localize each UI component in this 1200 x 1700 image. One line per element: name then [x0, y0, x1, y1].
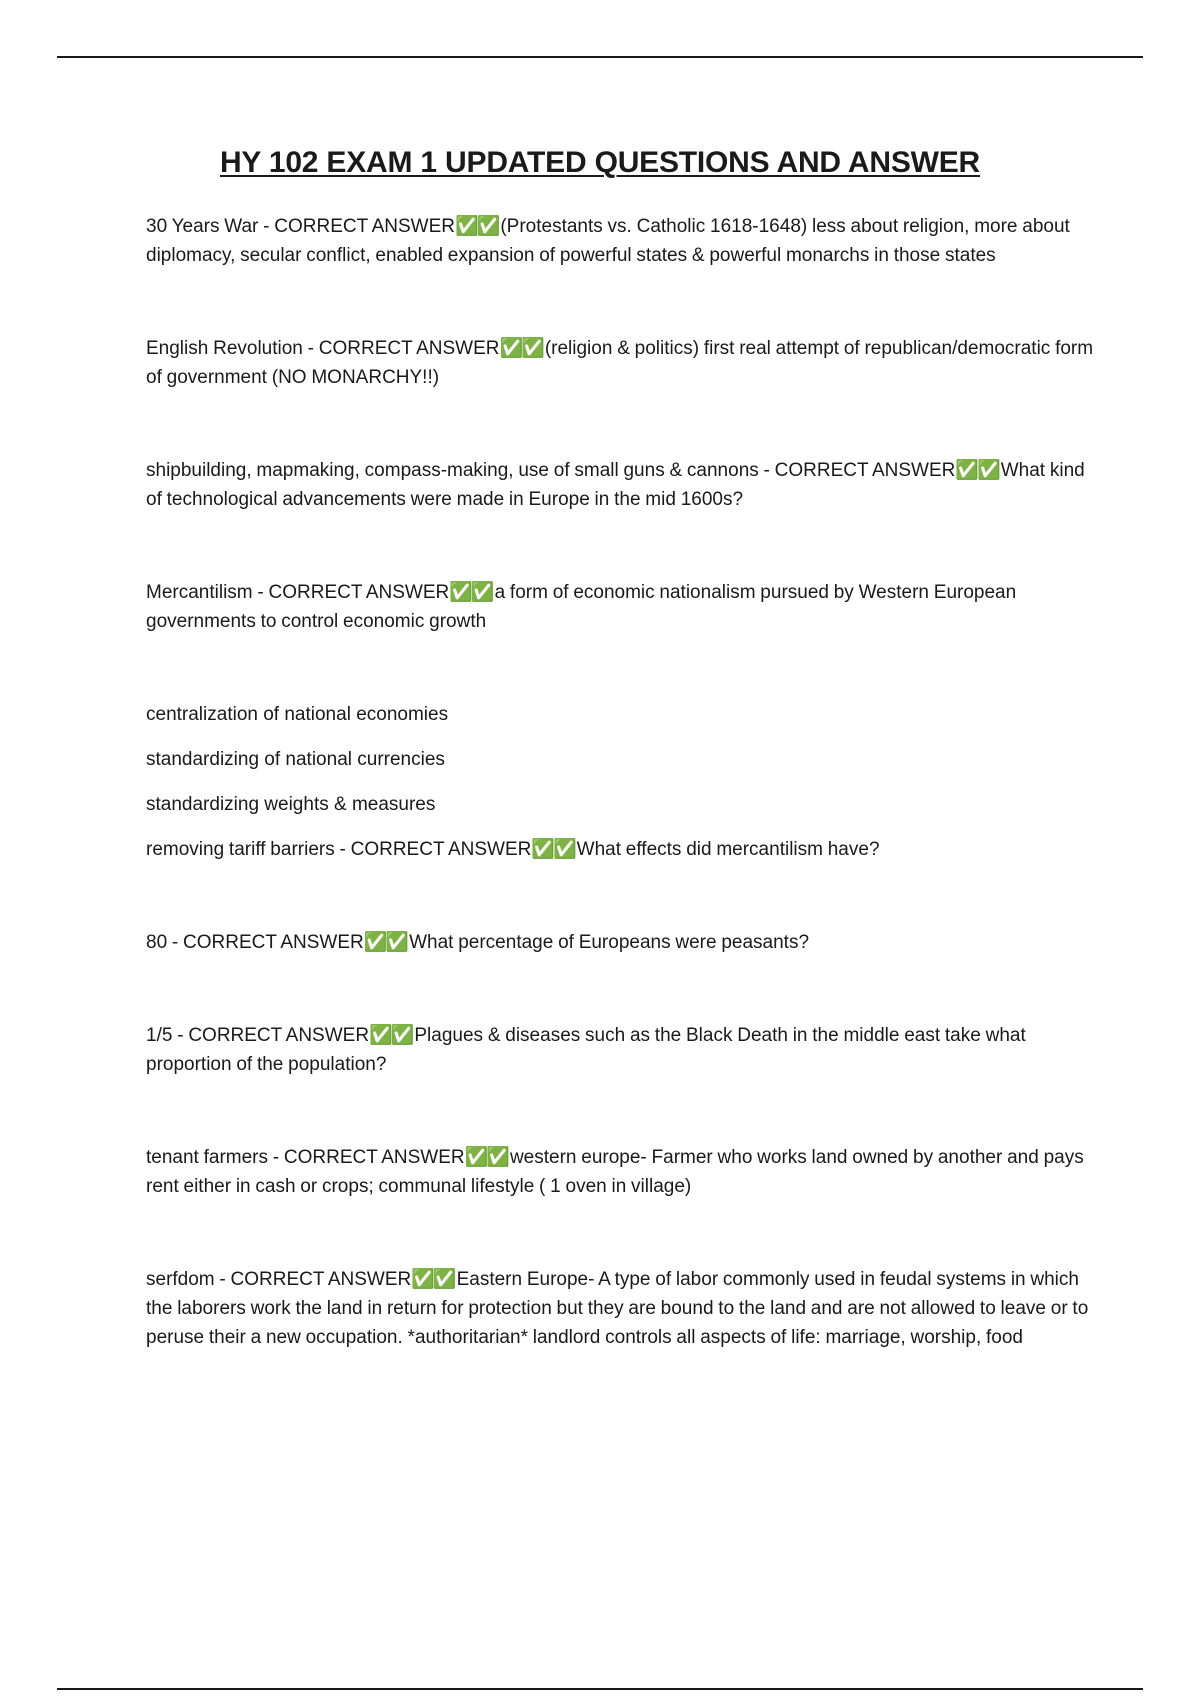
entry-term: tenant farmers	[146, 1147, 268, 1168]
entry-answer: a form of economic nationalism pursued by Western European governments to control economic growth	[146, 582, 1017, 632]
checkmark-icon: ✅✅	[363, 932, 408, 953]
entry-marker: CORRECT ANSWER	[183, 932, 364, 953]
list-item: standardizing weights & measures	[146, 794, 436, 815]
checkmark-icon: ✅✅	[499, 338, 543, 359]
entry-marker: CORRECT ANSWER	[350, 839, 532, 860]
qa-content	[146, 212, 1096, 1352]
entry-term: 80	[146, 932, 168, 953]
checkmark-icon: ✅✅	[411, 1269, 455, 1290]
list-item: centralization of national economies	[146, 704, 449, 725]
qa-entry: 1/5 - CORRECT ANSWER✅✅ Plagues & diseases such as the Black Death in the middle east take what proportion of the population?	[146, 1025, 1026, 1075]
qa-entry: removing tariff barriers - CORRECT ANSWER✅✅ What effects did mercantilism have?	[146, 839, 880, 860]
entry-marker: CORRECT ANSWER	[188, 1025, 370, 1046]
bottom-rule	[57, 1688, 1143, 1690]
qa-entry: Mercantilism - CORRECT ANSWER✅✅ a form of economic nationalism pursued by Western European governments to control economic growth	[146, 582, 1017, 632]
entry-marker: CORRECT ANSWER	[230, 1269, 412, 1290]
qa-entry: 80 - CORRECT ANSWER✅✅ What percentage of Europeans were peasants?	[146, 932, 810, 953]
entry-marker: CORRECT ANSWER	[774, 460, 956, 481]
entry-term: English Revolution	[146, 338, 303, 359]
entry-answer: What effects did mercantilism have?	[576, 839, 880, 860]
page-title: HY 102 EXAM 1 UPDATED QUESTIONS AND ANSWER	[219, 146, 981, 179]
entry-term: shipbuilding, mapmaking, compass-making, use of small guns & cannons	[146, 460, 759, 481]
entry-answer: What kind of technological advancements were made in Europe in the mid 1600s?	[146, 460, 1085, 510]
entry-answer: western europe- Farmer who works land owned by another and pays rent either in cash or crops; communal lifestyle ( 1 oven in village)	[146, 1147, 1084, 1197]
entry-answer: Plagues & diseases such as the Black Death in the middle east take what proportion of the population?	[146, 1025, 1026, 1075]
entry-answer: (Protestants vs. Catholic 1618-1648) less about religion, more about diplomacy, secular conflict, enabled expansion of powerful states & powerful monarchs in those states	[146, 216, 1070, 266]
checkmark-icon: ✅✅	[531, 839, 575, 860]
qa-entry: serfdom - CORRECT ANSWER✅✅ Eastern Europe- A type of labor commonly used in feudal systems in which the laborers work the land in return for protection but they are bound to the land and are not allowed to leave or to peruse their a new occupation. *authoritarian* landlord controls all aspects of life: marriage, worship, food	[146, 1269, 1089, 1348]
entry-marker: CORRECT ANSWER	[274, 216, 455, 237]
qa-entry: shipbuilding, mapmaking, compass-making, use of small guns & cannons - CORRECT ANSWER✅✅ What kind of technological advancements were made in Europe in the mid 1600s?	[146, 460, 1085, 510]
checkmark-icon: ✅✅	[369, 1025, 413, 1046]
checkmark-icon: ✅✅	[455, 216, 499, 237]
entry-marker: CORRECT ANSWER	[318, 338, 500, 359]
checkmark-icon: ✅✅	[449, 582, 493, 603]
entry-marker: CORRECT ANSWER	[268, 582, 450, 603]
qa-entry: English Revolution - CORRECT ANSWER✅✅ (religion & politics) first real attempt of republican/democratic form of government (NO MONARCHY!!)	[146, 338, 1094, 388]
checkmark-icon: ✅✅	[955, 460, 999, 481]
entry-answer: (religion & politics) first real attempt of republican/democratic form of government (NO MONARCHY!!)	[146, 338, 1094, 388]
checkmark-icon: ✅✅	[464, 1147, 508, 1168]
entry-term: removing tariff barriers	[146, 839, 335, 860]
list-item: standardizing of national currencies	[146, 749, 445, 770]
entry-term: 1/5	[146, 1025, 173, 1046]
entry-marker: CORRECT ANSWER	[283, 1147, 465, 1168]
top-rule	[57, 56, 1143, 58]
qa-entry: tenant farmers - CORRECT ANSWER✅✅ western europe- Farmer who works land owned by another and pays rent either in cash or crops; communal lifestyle ( 1 oven in village)	[146, 1147, 1084, 1197]
entry-answer: What percentage of Europeans were peasants?	[409, 932, 810, 953]
entry-term: Mercantilism	[146, 582, 253, 603]
entry-answer: Eastern Europe- A type of labor commonly used in feudal systems in which the laborers work the land in return for protection but they are bound to the land and are not allowed to leave or to peruse their a new occupation. *authoritarian* landlord controls all aspects of life: marriage, worship, food	[146, 1269, 1089, 1348]
qa-entry: 30 Years War - CORRECT ANSWER✅✅ (Protestants vs. Catholic 1618-1648) less about religion, more about diplomacy, secular conflict, enabled expansion of powerful states & powerful monarchs in those states	[146, 216, 1070, 266]
entry-term: 30 Years War	[146, 216, 259, 237]
entry-term: serfdom	[146, 1269, 215, 1290]
